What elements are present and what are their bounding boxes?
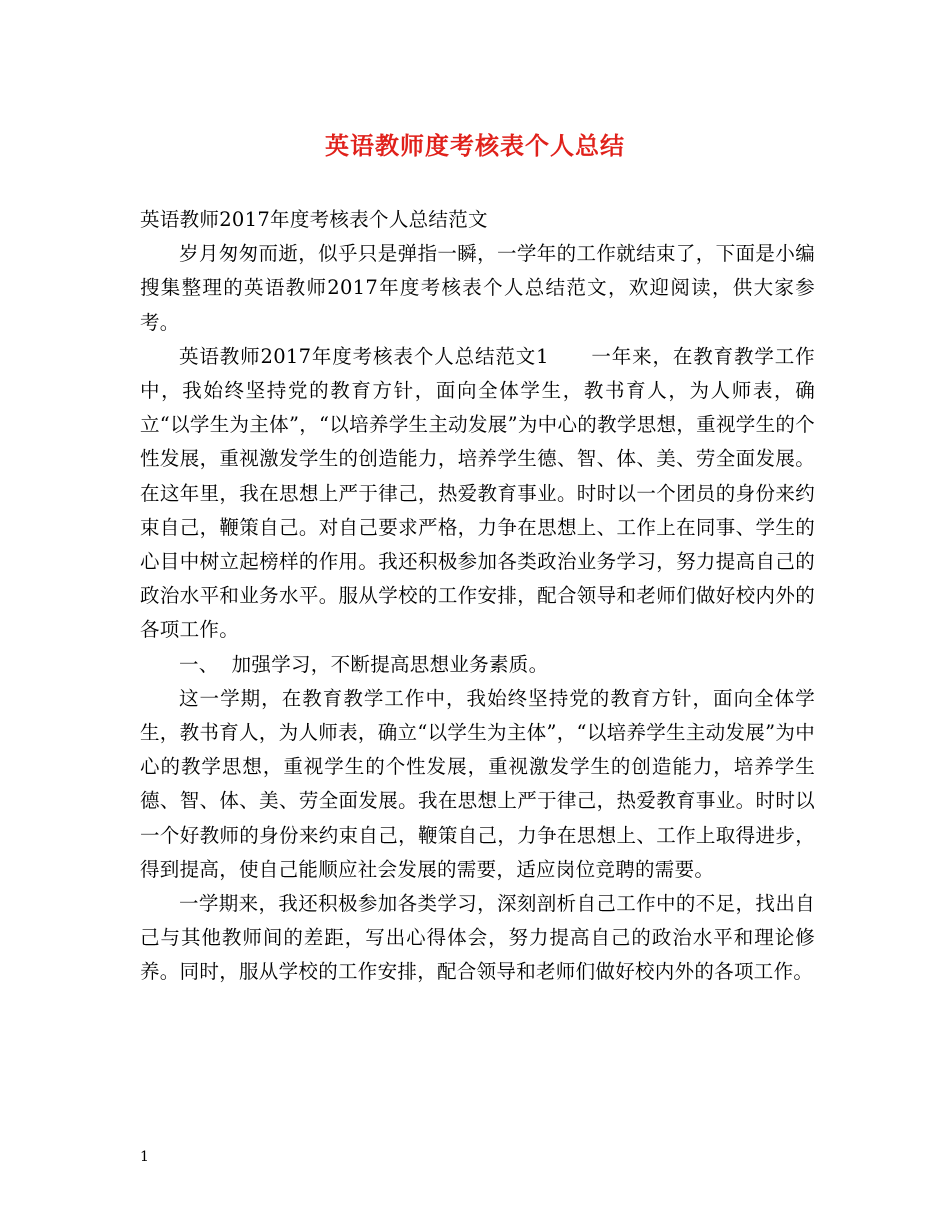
section-text: 一年来，在教育教学工作中，我始终坚持党的教育方针，面向全体学生，教书育人，为人师表，确立“以学生为主体”，“以培养学生主动发展”为中心的教学思想，重视学生的个性发展，重视激发学生的创造能力，培养学生德、智、体、美、劳全面发展。在这年里，我在思想上严于律己，热爱教育事业。时时以一个团员的身份来约束自己，鞭策自己。对自己要求严格，力争在思想上、工作上在同事、学生的心目中树立起榜样的作用。我还积极参加各类政治业务学习，努力提高自己的政治水平和业务水平。服从学校的工作安排，配合领导和老师们做好校内外的各项工作。 bbox=[140, 344, 815, 642]
document-subtitle: 英语教师2017年度考核表个人总结范文 bbox=[140, 208, 488, 231]
body-paragraph-3: 一学期来，我还积极参加各类学习，深刻剖析自己工作中的不足，找出自己与其他教师间的差距，写出心得体会，努力提高自己的政治水平和理论修养。同时，服从学校的工作安排，配合领导和老师们做好校内外的各项工作。 bbox=[140, 892, 815, 984]
section-heading: 英语教师2017年度考核表个人总结范文1 bbox=[179, 344, 549, 368]
document-body bbox=[140, 203, 815, 990]
point-one-heading: 一、 加强学习，不断提高思想业务素质。 bbox=[179, 652, 549, 676]
page-number: 1 bbox=[140, 1149, 149, 1165]
section-paragraph bbox=[140, 340, 815, 648]
body-paragraph-2: 这一学期，在教育教学工作中，我始终坚持党的教育方针，面向全体学生，教书育人，为人师表，确立“以学生为主体”，“以培养学生主动发展”为中心的教学思想，重视学生的个性发展，重视激发学生的创造能力，培养学生德、智、体、美、劳全面发展。我在思想上严于律己，热爱教育事业。时时以一个好教师的身份来约束自己，鞭策自己，力争在思想上、工作上取得进步，得到提高，使自己能顺应社会发展的需要，适应岗位竞聘的需要。 bbox=[140, 686, 815, 881]
document-title: 英语教师度考核表个人总结 bbox=[325, 131, 625, 160]
intro-paragraph: 岁月匆匆而逝，似乎只是弹指一瞬，一学年的工作就结束了，下面是小编搜集整理的英语教师2017年度考核表个人总结范文，欢迎阅读，供大家参考。 bbox=[140, 242, 815, 334]
